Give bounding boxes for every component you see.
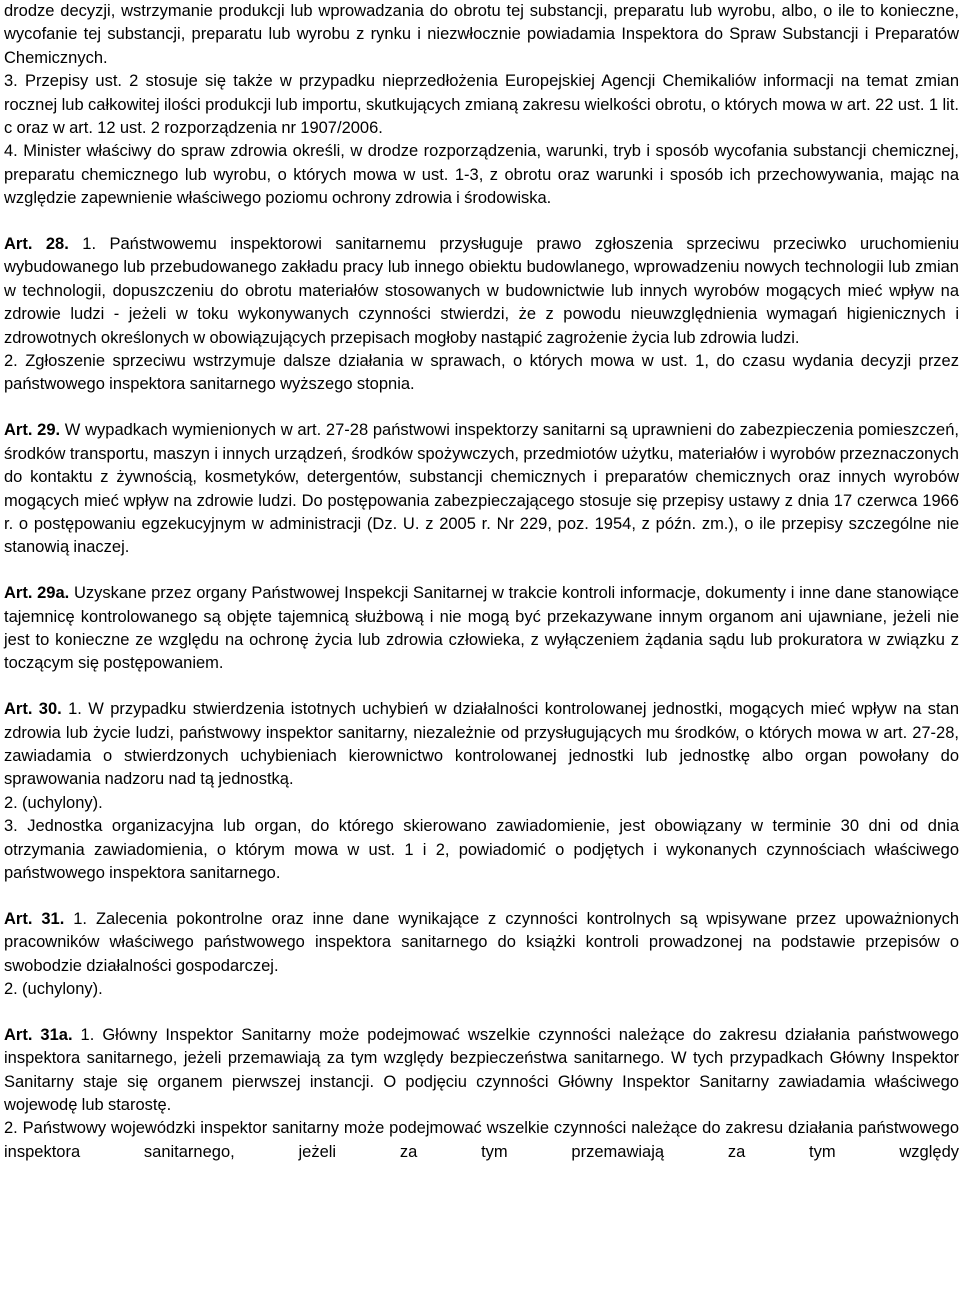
- article-31a-paragraph-2-text: 2. Państwowy wojewódzki inspektor sanitarny może podejmować wszelkie czynności należące do zakresu działania państwowego inspektora sanitarnego, jeżeli za tym przemawiają za tym względy: [4, 1119, 959, 1161]
- article-31a-text: 1. Główny Inspektor Sanitarny może podejmować wszelkie czynności należące do zakresu działania państwowego inspektora sanitarnego, jeżeli przemawiają za tym względy bezpieczeństwa sanitarnego. W tych przypadkach Główny Inspektor Sanitarny staje się organem pierwszej instancji. O podjęciu czynności Główny Inspektor Sanitarny zawiadamia właściwego wojewodę lub starostę.: [4, 1025, 959, 1114]
- article-31-paragraph-2: [4, 978, 959, 1001]
- article-31a-paragraph-1: [4, 1024, 959, 1118]
- article-29-paragraph: [4, 419, 959, 559]
- article-30-label: Art. 30.: [4, 700, 62, 719]
- article-30-paragraph-2: [4, 792, 959, 815]
- article-29a-paragraph: [4, 582, 959, 676]
- article-31-paragraph-2-text: 2. (uchylony).: [4, 979, 103, 998]
- article-31a-label: Art. 31a.: [4, 1025, 73, 1044]
- paragraph-1: [4, 0, 959, 70]
- article-29a-label: Art. 29a.: [4, 584, 70, 603]
- article-31-text: 1. Zalecenia pokontrolne oraz inne dane wynikające z czynności kontrolnych są wpisywane przez upoważnionych pracowników właściwego państwowego inspektora sanitarnego do książki kontroli prowadzonej na podstawie przepisów o swobodzie działalności gospodarczej.: [4, 909, 959, 975]
- article-30-paragraph-2-text: 2. (uchylony).: [4, 793, 103, 812]
- article-28-paragraph-1: [4, 233, 959, 350]
- paragraph-2-text: 3. Przepisy ust. 2 stosuje się także w przypadku nieprzedłożenia Europejskiej Agencji Chemikaliów informacji na temat zmian rocznej lub całkowitej ilości produkcji lub importu, skutkujących zmianą zakresu wielkości obrotu, o których mowa w art. 22 ust. 1 lit. c oraz w art. 12 ust. 2 rozporządzenia nr 1907/2006.: [4, 72, 959, 138]
- article-30-paragraph-1: [4, 698, 959, 792]
- article-29-label: Art. 29.: [4, 421, 61, 440]
- article-28-paragraph-2: [4, 350, 959, 397]
- article-29-text: W wypadkach wymienionych w art. 27-28 państwowi inspektorzy sanitarni są uprawnieni do zabezpieczenia pomieszczeń, środków transportu, maszyn i innych urządzeń, środków spożywczych, przedmiotów użytku, materiałów i wyrobów przeznaczonych do kontaktu z żywnością, kosmetyków, detergentów, substancji chemicznych i preparatów chemicznych oraz innych wyrobów mogących mieć wpływ na zdrowie ludzi. Do postępowania zabezpieczającego stosuje się przepisy ustawy z dnia 17 czerwca 1966 r. o postępowaniu egzekucyjnym w administracji (Dz. U. z 2005 r. Nr 229, poz. 1954, z późn. zm.), o ile przepisy szczególne nie stanowią inaczej.: [4, 421, 959, 557]
- document-page: [4, 0, 959, 1164]
- article-30-paragraph-3-text: 3. Jednostka organizacyjna lub organ, do którego skierowano zawiadomienie, jest obowiązany w terminie 30 dni od dnia otrzymania zawiadomienia, o którym mowa w ust. 1 i 2, powiadomić o podjętych i wykonanych czynnościach właściwego państwowego inspektora sanitarnego.: [4, 817, 959, 882]
- article-28-text: 1. Państwowemu inspektorowi sanitarnemu przysługuje prawo zgłoszenia sprzeciwu przeciwko uruchomieniu wybudowanego lub przebudowanego zakładu pracy lub innego obiektu budowlanego, wprowadzeniu nowych technologii lub zmian w technologii, dopuszczeniu do obrotu materiałów stosowanych w budownictwie lub innych wyrobów mogących mieć wpływ na zdrowie ludzi - jeżeli w toku wykonywanych czynności stwierdzi, że z powodu nieuwzględnienia wymagań higienicznych i zdrowotnych określonych w obowiązujących przepisach mogłoby nastąpić zagrożenie życia lub zdrowia ludzi.: [4, 235, 959, 347]
- article-31-label: Art. 31.: [4, 909, 65, 928]
- paragraph-3: [4, 140, 959, 210]
- article-31-paragraph-1: [4, 908, 959, 978]
- paragraph-3-text: 4. Minister właściwy do spraw zdrowia określi, w drodze rozporządzenia, warunki, tryb i sposób wycofania substancji chemicznej, preparatu chemicznego lub wyrobu, o których mowa w ust. 1-3, z obrotu oraz warunki i sposób ich przechowywania, mając na względzie zapewnienie właściwego poziomu ochrony zdrowia i środowiska.: [4, 142, 959, 208]
- article-28-paragraph-2-text: 2. Zgłoszenie sprzeciwu wstrzymuje dalsze działania w sprawach, o których mowa w ust. 1, do czasu wydania decyzji przez państwowego inspektora sanitarnego wyższego stopnia.: [4, 352, 959, 394]
- article-28-label: Art. 28.: [4, 235, 69, 254]
- paragraph-1-text: drodze decyzji, wstrzymanie produkcji lub wprowadzania do obrotu tej substancji, preparatu lub wyrobu, albo, o ile to konieczne, wycofanie tej substancji, preparatu lub wyrobu z rynku i niezwłocznie powiadamia Inspektora do Spraw Substancji i Preparatów Chemicznych.: [4, 2, 959, 67]
- article-31a-paragraph-2: [4, 1117, 959, 1164]
- article-30-text: 1. W przypadku stwierdzenia istotnych uchybień w działalności kontrolowanej jednostki, mogących mieć wpływ na stan zdrowia lub życie ludzi, państwowy inspektor sanitarny, niezależnie od przysługujących mu środków, o których mowa w art. 27-28, zawiadamia o stwierdzonych uchybieniach kierownictwo kontrolowanej jednostki lub jednostkę albo organ powołany do sprawowania nadzoru nad tą jednostką.: [4, 700, 959, 789]
- article-29a-text: Uzyskane przez organy Państwowej Inspekcji Sanitarnej w trakcie kontroli informacje, dokumenty i inne dane stanowiące tajemnicę kontrolowanego są objęte tajemnicą służbową i nie mogą być przekazywane innym organom ani ujawniane, jeżeli nie jest to konieczne ze względu na ochronę życia lub zdrowia człowieka, z wyłączeniem żądania sądu lub prokuratora w związku z toczącym się postępowaniem.: [4, 584, 959, 673]
- paragraph-2: [4, 70, 959, 140]
- article-30-paragraph-3: [4, 815, 959, 885]
